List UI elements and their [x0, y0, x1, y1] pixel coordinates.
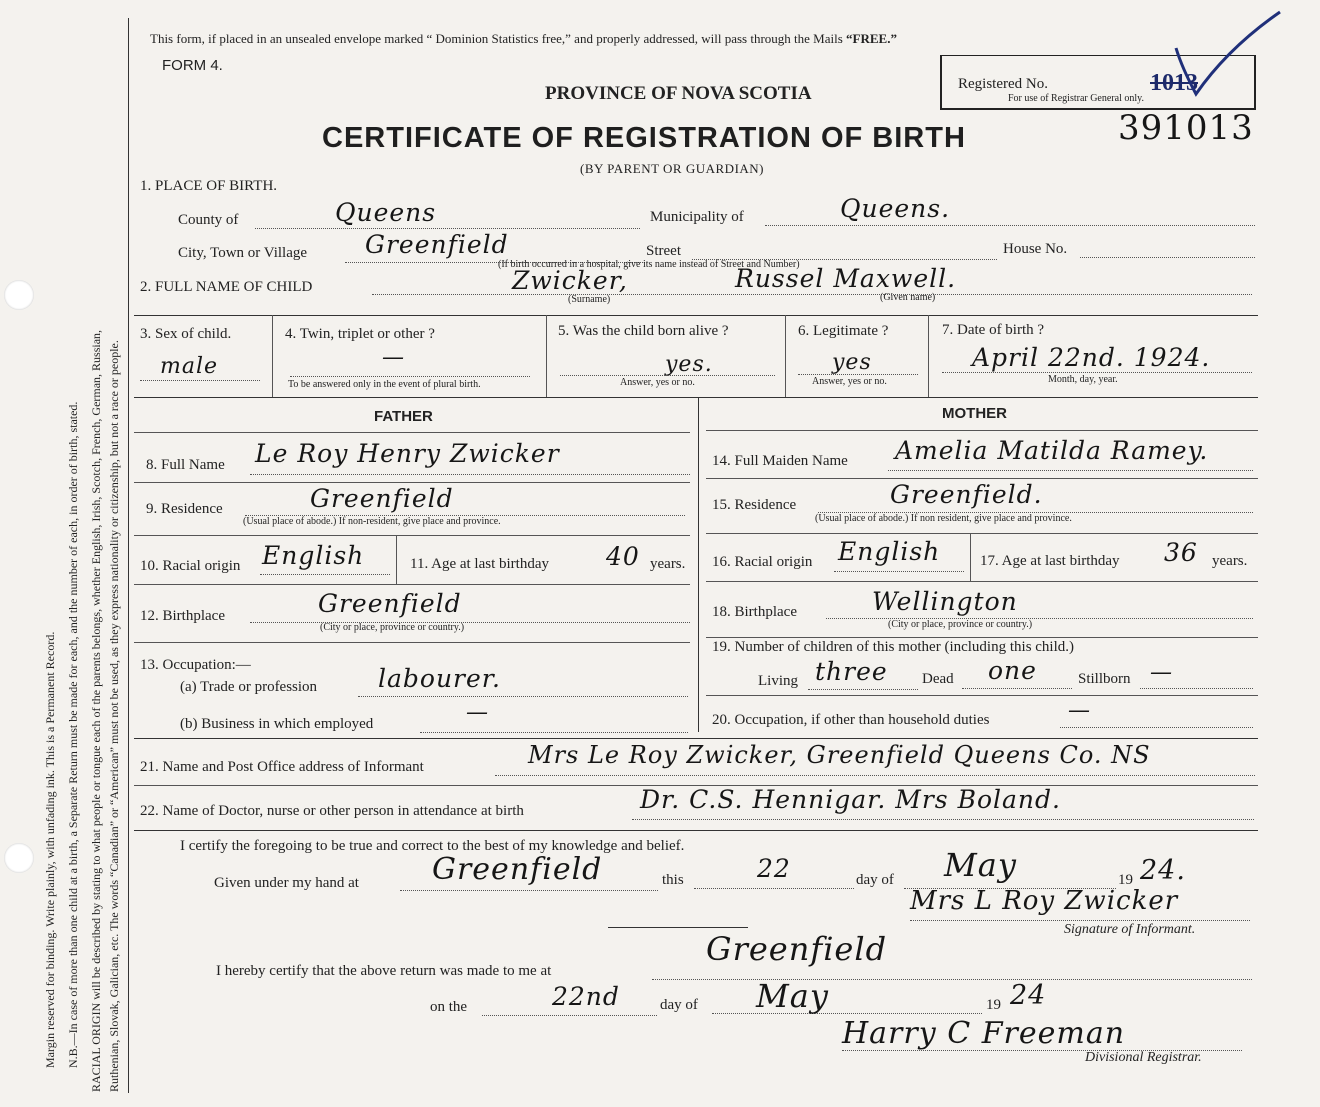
father-business-label: (b) Business in which employed — [180, 716, 374, 732]
given-place-line — [400, 890, 658, 891]
punch-hole-top — [4, 280, 34, 310]
father-birthplace-note: (City or place, province or country.) — [320, 622, 465, 633]
mother-name-value: Amelia Matilda Ramey. — [895, 436, 1209, 465]
father-rule-3 — [134, 535, 690, 536]
given-note: (Given name) — [880, 292, 936, 303]
father-business-line — [420, 732, 688, 733]
child-name-line — [372, 294, 1252, 295]
mother-rule-1 — [706, 430, 1258, 431]
row3-div-3 — [785, 315, 786, 397]
registrar-note: For use of Registrar General only. — [1008, 93, 1144, 104]
city-value: Greenfield — [365, 230, 509, 259]
day-of-label: day of — [856, 872, 894, 888]
given-place-value: Greenfield — [432, 852, 603, 887]
certificate-title: CERTIFICATE OF REGISTRATION OF BIRTH — [322, 122, 966, 154]
municipality-line — [765, 225, 1255, 226]
mother-name-label: 14. Full Maiden Name — [712, 453, 848, 469]
father-birthplace-value: Greenfield — [318, 589, 462, 618]
mother-stillborn-line — [1140, 688, 1253, 689]
row3-top-rule — [134, 315, 1258, 316]
dob-note: Month, day, year. — [1048, 374, 1118, 385]
registrar-statement: I hereby certify that the above return was made to me at — [216, 963, 552, 979]
father-years-label: years. — [650, 556, 686, 572]
twin-note: To be answered only in the event of plural birth. — [288, 379, 481, 390]
certificate-subtitle: (BY PARENT OR GUARDIAN) — [580, 161, 765, 176]
registrar-place-line — [652, 979, 1252, 980]
father-heading: FATHER — [374, 408, 433, 425]
house-label: House No. — [1003, 241, 1068, 257]
doctor-value: Dr. C.S. Hennigar. Mrs Boland. — [640, 785, 1061, 814]
place-of-birth-label: 1. PLACE OF BIRTH. — [140, 178, 278, 194]
twin-value: — — [382, 345, 405, 370]
legit-line — [798, 374, 918, 375]
year-prefix: 19 — [1118, 872, 1133, 888]
registrar-signature: Harry C Freeman — [842, 1016, 1126, 1051]
county-line — [255, 228, 640, 229]
mother-residence-value: Greenfield. — [890, 480, 1043, 509]
this-label: this — [662, 872, 684, 888]
alive-value: yes. — [665, 352, 713, 377]
father-birthplace-line — [250, 622, 690, 623]
legit-value: yes — [832, 350, 872, 375]
mother-occupation-line — [1060, 727, 1253, 728]
day-value: 22 — [757, 854, 791, 883]
informant-label: 21. Name and Post Office address of Informant — [140, 759, 424, 775]
father-racial-value: English — [262, 541, 365, 570]
side-note-nb: N.B.—In case of more than one child at a birth, a Separate Return must be made for each, and the number of each, in order of birth, stated. — [66, 401, 80, 1068]
street-label: Street — [646, 243, 681, 259]
row3-bottom-rule — [134, 397, 1258, 398]
row3-div-4 — [928, 315, 929, 397]
twin-label: 4. Twin, triplet or other ? — [285, 326, 435, 342]
alive-label: 5. Was the child born alive ? — [558, 323, 729, 339]
reg-day-value: 22nd — [552, 982, 620, 1011]
father-racial-label: 10. Racial origin — [140, 558, 241, 574]
father-residence-note: (Usual place of abode.) If non-resident, give place and province. — [243, 516, 501, 527]
reg-month-line — [712, 1013, 982, 1014]
side-note-racial-1: RACIAL ORIGIN will be described by stating to what people or tongue each of the parents belongs, whether English, Irish, Scotch, French, German, Russian, — [89, 329, 103, 1092]
given-label: Given under my hand at — [214, 875, 359, 891]
child-given-value: Russel Maxwell. — [735, 264, 957, 293]
registered-label: Registered No. — [958, 76, 1048, 92]
month-value: May — [944, 846, 1017, 884]
father-racial-line — [260, 574, 390, 575]
mother-birthplace-value: Wellington — [872, 587, 1018, 616]
year-value: 24. — [1140, 855, 1186, 886]
registered-number-handwritten: 391013 — [1118, 108, 1254, 148]
father-age-value: 40 — [606, 542, 640, 571]
check-mark-icon — [1168, 8, 1288, 100]
mother-rule-6 — [706, 695, 1258, 696]
twin-line — [290, 376, 530, 377]
father-racial-div — [396, 535, 397, 584]
postal-note-text: This form, if placed in an unsealed envelope marked “ Dominion Statistics free,” and properly addressed, will pass through the Mails — [150, 31, 843, 46]
mother-racial-div — [970, 533, 971, 581]
margin-rule — [128, 18, 129, 1093]
mother-dead-line — [962, 688, 1072, 689]
reg-year-prefix: 19 — [986, 997, 1001, 1013]
city-label: City, Town or Village — [178, 245, 308, 261]
father-rule-4 — [134, 584, 690, 585]
informant-value: Mrs Le Roy Zwicker, Greenfield Queens Co. NS — [528, 741, 1151, 769]
informant-line — [495, 775, 1255, 776]
father-birthplace-label: 12. Birthplace — [140, 608, 225, 624]
county-value: Queens — [335, 198, 437, 227]
mother-birthplace-label: 18. Birthplace — [712, 604, 797, 620]
father-trade-label: (a) Trade or profession — [180, 679, 318, 695]
child-name-label: 2. FULL NAME OF CHILD — [140, 279, 313, 295]
mother-racial-line — [834, 571, 964, 572]
father-business-value: — — [466, 700, 489, 725]
day-line — [694, 888, 854, 889]
municipality-value: Queens. — [840, 194, 951, 223]
sex-value: male — [160, 354, 219, 379]
mother-dead-value: one — [988, 656, 1037, 685]
mother-stillborn-value: — — [1150, 660, 1173, 685]
father-trade-line — [358, 696, 688, 697]
father-age-label: 11. Age at last birthday — [410, 556, 549, 572]
mother-age-value: 36 — [1164, 538, 1198, 567]
mother-age-label: 17. Age at last birthday — [980, 553, 1120, 569]
informant-signature: Mrs L Roy Zwicker — [910, 886, 1179, 916]
short-rule — [608, 927, 748, 928]
father-rule-2 — [134, 482, 690, 483]
child-surname-value: Zwicker, — [512, 266, 628, 295]
postal-note-free: “FREE.” — [846, 31, 897, 46]
mother-rule-2 — [706, 478, 1258, 479]
sex-label: 3. Sex of child. — [140, 326, 232, 342]
mother-occupation-value: — — [1068, 698, 1091, 723]
father-residence-label: 9. Residence — [146, 501, 223, 517]
legit-label: 6. Legitimate ? — [798, 323, 889, 339]
registrar-place-value: Greenfield — [706, 930, 888, 968]
mother-racial-label: 16. Racial origin — [712, 554, 813, 570]
dob-label: 7. Date of birth ? — [942, 322, 1045, 338]
reg-month-value: May — [756, 977, 829, 1015]
county-label: County of — [178, 212, 239, 228]
legit-note: Answer, yes or no. — [812, 376, 887, 387]
postal-note — [150, 31, 897, 47]
certify-statement: I certify the foregoing to be true and correct to the best of my knowledge and belief. — [180, 838, 685, 854]
mother-residence-note: (Usual place of abode.) If non resident, give place and province. — [815, 513, 1072, 524]
doctor-bottom-rule — [134, 830, 1258, 831]
side-note-racial-2: Ruthenian, Slovak, Galician, etc. The words “Canadian” or “American” must not be used, as they express nationality or citizenship, but not a race or people. — [107, 340, 121, 1092]
dob-line — [942, 372, 1252, 373]
row3-div-1 — [272, 315, 273, 397]
father-residence-value: Greenfield — [310, 484, 454, 513]
registrar-caption: Divisional Registrar. — [1085, 1050, 1202, 1065]
mother-occupation-label: 20. Occupation, if other than household duties — [712, 712, 990, 728]
mother-heading: MOTHER — [942, 405, 1007, 422]
mother-birthplace-note: (City or place, province or country.) — [888, 619, 1033, 630]
parents-divider — [698, 397, 699, 732]
father-name-value: Le Roy Henry Zwicker — [255, 439, 560, 468]
sex-line — [140, 380, 260, 381]
mother-rule-5 — [706, 637, 1258, 638]
father-rule-1 — [134, 432, 690, 433]
registered-value-struck: 1013 — [1150, 70, 1198, 96]
side-note-margin: Margin reserved for binding. Write plainly, with unfading ink. This is a Permanent Record. — [43, 631, 57, 1068]
informant-caption: Signature of Informant. — [1064, 922, 1196, 937]
reg-day-of-label: day of — [660, 997, 698, 1013]
mother-living-label: Living — [758, 673, 798, 689]
mother-rule-3 — [706, 533, 1258, 534]
municipality-label: Municipality of — [650, 209, 744, 225]
mother-stillborn-label: Stillborn — [1078, 671, 1131, 687]
mother-rule-4 — [706, 581, 1258, 582]
doctor-line — [632, 819, 1254, 820]
reg-day-line — [482, 1015, 657, 1016]
province: PROVINCE OF NOVA SCOTIA — [545, 83, 812, 104]
surname-note: (Surname) — [568, 294, 611, 305]
mother-residence-label: 15. Residence — [712, 497, 797, 513]
reg-year-value: 24 — [1010, 980, 1047, 1011]
informant-top-rule — [134, 738, 1258, 739]
father-occupation-label: 13. Occupation:— — [140, 657, 251, 673]
hospital-note: (If birth occurred in a hospital, give its name instead of Street and Number) — [498, 259, 800, 270]
on-the-label: on the — [430, 999, 468, 1015]
mother-years-label: years. — [1212, 553, 1248, 569]
doctor-label: 22. Name of Doctor, nurse or other person in attendance at birth — [140, 803, 524, 819]
father-name-line — [250, 474, 690, 475]
mother-living-value: three — [815, 657, 888, 686]
house-line — [1080, 257, 1255, 258]
father-name-label: 8. Full Name — [146, 457, 225, 473]
mother-name-line — [888, 470, 1253, 471]
mother-children-label: 19. Number of children of this mother (including this child.) — [712, 639, 1075, 655]
mother-dead-label: Dead — [922, 671, 954, 687]
father-rule-5 — [134, 642, 690, 643]
row3-div-2 — [546, 315, 547, 397]
punch-hole-bottom — [4, 843, 34, 873]
mother-living-line — [808, 689, 918, 690]
form-number: FORM 4. — [162, 57, 223, 74]
informant-signature-line — [910, 920, 1250, 921]
mother-racial-value: English — [838, 537, 941, 566]
alive-note: Answer, yes or no. — [620, 377, 695, 388]
father-trade-value: labourer. — [378, 664, 501, 693]
alive-line — [560, 375, 775, 376]
dob-value: April 22nd. 1924. — [972, 343, 1211, 372]
